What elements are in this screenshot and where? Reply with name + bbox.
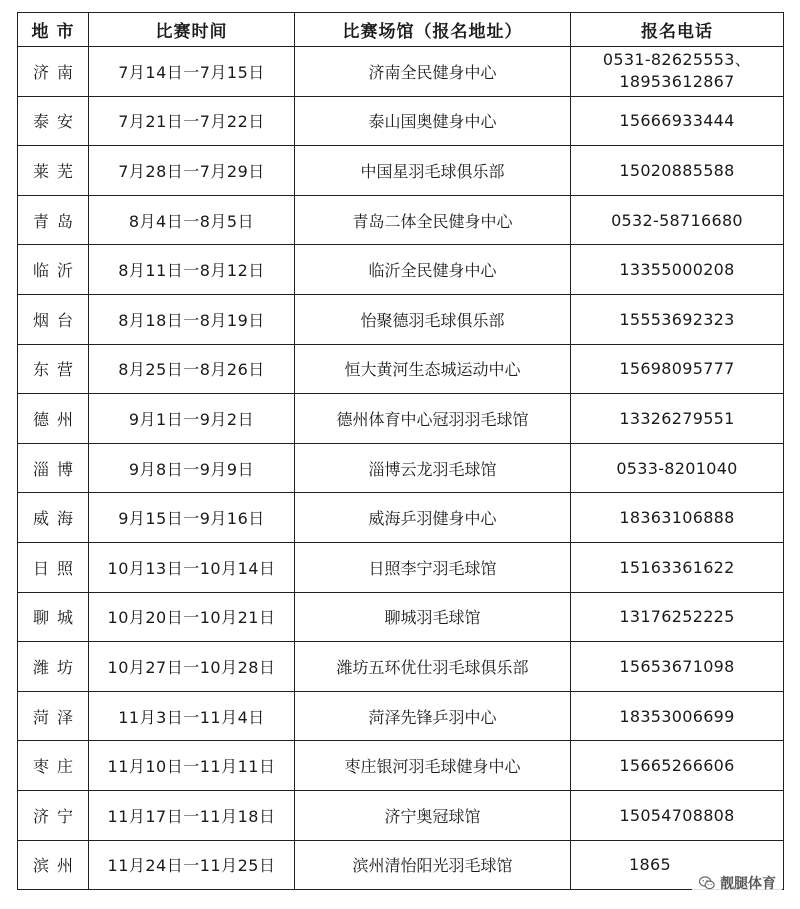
date-cell: 8月11日一8月12日 <box>89 245 295 295</box>
date-cell: 10月13日一10月14日 <box>89 542 295 592</box>
phone-line-2: 18953612867 <box>619 72 735 92</box>
phone-cell: 18353006699 <box>571 691 784 741</box>
venue-cell: 聊城羽毛球馆 <box>295 592 571 642</box>
venue-cell: 日照李宁羽毛球馆 <box>295 542 571 592</box>
venue-cell: 潍坊五环优仕羽毛球俱乐部 <box>295 642 571 692</box>
table-row <box>18 245 784 295</box>
venue-cell: 德州体育中心冠羽羽毛球馆 <box>295 394 571 444</box>
venue-cell: 泰山国奥健身中心 <box>295 96 571 146</box>
venue-cell: 临沂全民健身中心 <box>295 245 571 295</box>
table-row <box>18 691 784 741</box>
phone-cell: 15666933444 <box>571 96 784 146</box>
schedule-table <box>17 12 784 890</box>
phone-cell: 0532-58716680 <box>571 195 784 245</box>
table-row <box>18 542 784 592</box>
phone-cell: 13176252225 <box>571 592 784 642</box>
date-cell: 10月27日一10月28日 <box>89 642 295 692</box>
city-cell: 淄博 <box>18 443 89 493</box>
venue-cell: 中国星羽毛球俱乐部 <box>295 146 571 196</box>
table-row <box>18 493 784 543</box>
phone-cell: 13355000208 <box>571 245 784 295</box>
city-cell: 莱芜 <box>18 146 89 196</box>
table-row <box>18 344 784 394</box>
city-cell: 威海 <box>18 493 89 543</box>
city-cell: 烟台 <box>18 294 89 344</box>
date-cell: 8月4日一8月5日 <box>89 195 295 245</box>
city-cell: 德州 <box>18 394 89 444</box>
table-row <box>18 592 784 642</box>
city-cell: 泰安 <box>18 96 89 146</box>
table-row <box>18 443 784 493</box>
venue-cell: 威海乒羽健身中心 <box>295 493 571 543</box>
table-row <box>18 195 784 245</box>
city-cell: 济南 <box>18 47 89 97</box>
table-row <box>18 146 784 196</box>
date-cell: 10月20日一10月21日 <box>89 592 295 642</box>
city-cell: 济宁 <box>18 790 89 840</box>
table-row <box>18 790 784 840</box>
venue-cell: 济宁奥冠球馆 <box>295 790 571 840</box>
phone-cell: 15054708808 <box>571 790 784 840</box>
city-cell: 枣庄 <box>18 741 89 791</box>
header-city: 地 市 <box>18 13 89 47</box>
phone-cell: 15163361622 <box>571 542 784 592</box>
watermark <box>692 871 782 895</box>
date-cell: 9月8日一9月9日 <box>89 443 295 493</box>
wechat-icon <box>698 874 716 892</box>
date-cell: 7月14日一7月15日 <box>89 47 295 97</box>
phone-cell <box>571 47 784 97</box>
phone-cell: 15665266606 <box>571 741 784 791</box>
city-cell: 聊城 <box>18 592 89 642</box>
city-cell: 潍坊 <box>18 642 89 692</box>
date-cell: 11月3日一11月4日 <box>89 691 295 741</box>
date-cell: 11月24日一11月25日 <box>89 840 295 890</box>
date-cell: 7月28日一7月29日 <box>89 146 295 196</box>
venue-cell: 滨州清怡阳光羽毛球馆 <box>295 840 571 890</box>
city-cell: 东营 <box>18 344 89 394</box>
phone-cell: 15553692323 <box>571 294 784 344</box>
date-cell: 11月10日一11月11日 <box>89 741 295 791</box>
venue-cell: 菏泽先锋乒羽中心 <box>295 691 571 741</box>
phone-cell: 13326279551 <box>571 394 784 444</box>
venue-cell: 恒大黄河生态城运动中心 <box>295 344 571 394</box>
date-cell: 9月1日一9月2日 <box>89 394 295 444</box>
venue-cell: 淄博云龙羽毛球馆 <box>295 443 571 493</box>
city-cell: 滨州 <box>18 840 89 890</box>
phone-cell: 15698095777 <box>571 344 784 394</box>
phone-cell: 15020885588 <box>571 146 784 196</box>
date-cell: 7月21日一7月22日 <box>89 96 295 146</box>
date-cell: 8月25日一8月26日 <box>89 344 295 394</box>
city-cell: 日照 <box>18 542 89 592</box>
phone-cell: 15653671098 <box>571 642 784 692</box>
header-venue: 比赛场馆（报名地址） <box>295 13 571 47</box>
date-cell: 11月17日一11月18日 <box>89 790 295 840</box>
venue-cell: 枣庄银河羽毛球健身中心 <box>295 741 571 791</box>
table-row <box>18 96 784 146</box>
table-row <box>18 294 784 344</box>
city-cell: 青岛 <box>18 195 89 245</box>
date-cell: 8月18日一8月19日 <box>89 294 295 344</box>
city-cell: 临沂 <box>18 245 89 295</box>
table-row <box>18 394 784 444</box>
phone-line-1: 0531-82625553、 <box>602 50 752 70</box>
watermark-text: 靓腿体育 <box>720 876 776 892</box>
city-cell: 菏泽 <box>18 691 89 741</box>
phone-partial: 1865 <box>629 855 671 875</box>
header-row <box>18 13 784 47</box>
table-row <box>18 741 784 791</box>
table-row <box>18 47 784 97</box>
venue-cell: 青岛二体全民健身中心 <box>295 195 571 245</box>
table-row <box>18 642 784 692</box>
header-date: 比赛时间 <box>89 13 295 47</box>
phone-cell: 18363106888 <box>571 493 784 543</box>
venue-cell: 济南全民健身中心 <box>295 47 571 97</box>
header-phone: 报名电话 <box>571 13 784 47</box>
table-row <box>18 840 784 890</box>
phone-cell: 0533-8201040 <box>571 443 784 493</box>
venue-cell: 怡聚德羽毛球俱乐部 <box>295 294 571 344</box>
date-cell: 9月15日一9月16日 <box>89 493 295 543</box>
